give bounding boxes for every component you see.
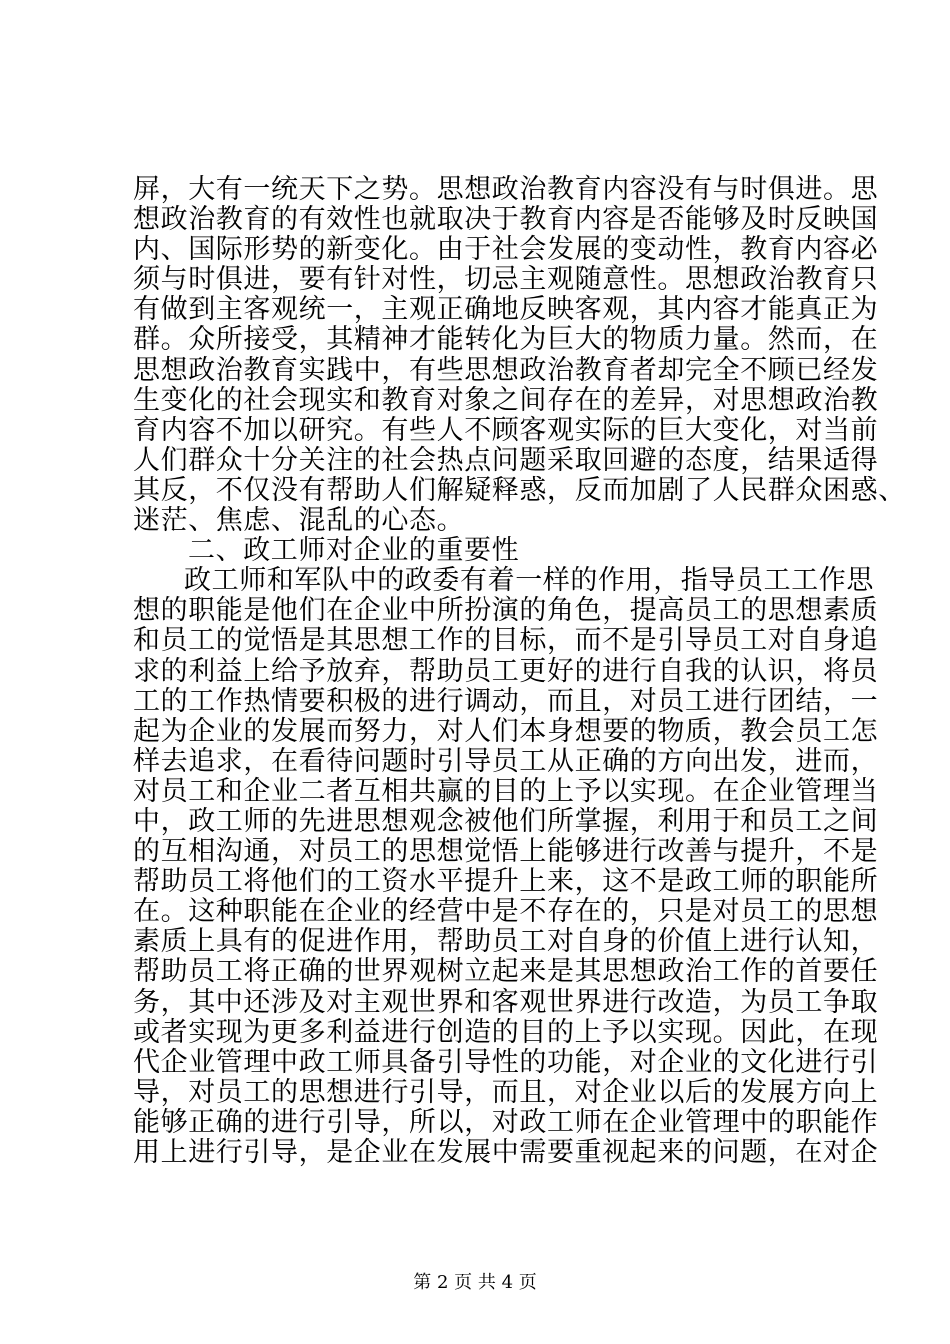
body-text-line: 能够正确的进行引导，所以，对政工师在企业管理中的职能作 — [133, 1107, 879, 1138]
body-text-line: 中，政工师的先进思想观念被他们所掌握，利用于和员工之间 — [133, 806, 879, 837]
body-text-line: 对员工和企业二者互相共赢的目的上予以实现。在企业管理当 — [133, 776, 879, 807]
body-text-line: 求的利益上给予放弃，帮助员工更好的进行自我的认识，将员 — [133, 656, 879, 687]
body-text-line: 屏，大有一统天下之势。思想政治教育内容没有与时俱进。思 — [133, 174, 879, 205]
body-text-line: 起为企业的发展而努力，对人们本身想要的物质，教会员工怎 — [133, 716, 879, 747]
body-text-line: 其反，不仅没有帮助人们解疑释惑，反而加剧了人民群众困惑、 — [133, 475, 906, 506]
body-text-line: 思想政治教育实践中，有些思想政治教育者却完全不顾已经发 — [133, 355, 879, 386]
body-text-line: 人们群众十分关注的社会热点问题采取回避的态度，结果适得 — [133, 445, 879, 476]
body-text-line: 群。众所接受，其精神才能转化为巨大的物质力量。然而，在 — [133, 324, 879, 355]
body-text-line: 素质上具有的促进作用，帮助员工对自身的价值上进行认知， — [133, 926, 879, 957]
body-text-line: 帮助员工将正确的世界观树立起来是其思想政治工作的首要任 — [133, 956, 879, 987]
body-text-line: 有做到主客观统一，主观正确地反映客观，其内容才能真正为 — [133, 294, 879, 325]
body-text-line: 政工师和军队中的政委有着一样的作用，指导员工工作思 — [184, 565, 874, 596]
page-number-footer: 第 2 页 共 4 页 — [413, 1272, 537, 1293]
body-text-line: 和员工的觉悟是其思想工作的目标，而不是引导员工对自身追 — [133, 625, 879, 656]
body-text-line: 生变化的社会现实和教育对象之间存在的差异，对思想政治教 — [133, 385, 879, 416]
body-text-line: 迷茫、焦虑、混乱的心态。 — [133, 505, 465, 536]
body-text-line: 样去追求，在看待问题时引导员工从正确的方向出发，进而， — [133, 746, 879, 777]
body-text-line: 帮助员工将他们的工资水平提升上来，这不是政工师的职能所 — [133, 866, 879, 897]
body-text-line: 务，其中还涉及对主观世界和客观世界进行改造，为员工争取 — [133, 987, 879, 1018]
body-text-line: 想政治教育的有效性也就取决于教育内容是否能够及时反映国 — [133, 204, 879, 235]
body-text-line: 想的职能是他们在企业中所扮演的角色，提高员工的思想素质 — [133, 595, 879, 626]
body-text-line: 工的工作热情要积极的进行调动，而且，对员工进行团结，一 — [133, 686, 879, 717]
body-text-line: 育内容不加以研究。有些人不顾客观实际的巨大变化，对当前 — [133, 415, 879, 446]
body-text-line: 导，对员工的思想进行引导，而且，对企业以后的发展方向上 — [133, 1077, 879, 1108]
body-text-line: 在。这种职能在企业的经营中是不存在的，只是对员工的思想 — [133, 896, 879, 927]
body-text-line: 须与时俱进，要有针对性，切忌主观随意性。思想政治教育只 — [133, 264, 879, 295]
body-text-line: 或者实现为更多利益进行创造的目的上予以实现。因此，在现 — [133, 1017, 879, 1048]
body-text-line: 的互相沟通，对员工的思想觉悟上能够进行改善与提升，不是 — [133, 836, 879, 867]
body-text-line: 内、国际形势的新变化。由于社会发展的变动性，教育内容必 — [133, 234, 879, 265]
body-text-line: 用上进行引导，是企业在发展中需要重视起来的问题，在对企 — [133, 1137, 879, 1168]
section-heading: 二、政工师对企业的重要性 — [188, 535, 520, 566]
body-text-line: 代企业管理中政工师具备引导性的功能，对企业的文化进行引 — [133, 1047, 879, 1078]
